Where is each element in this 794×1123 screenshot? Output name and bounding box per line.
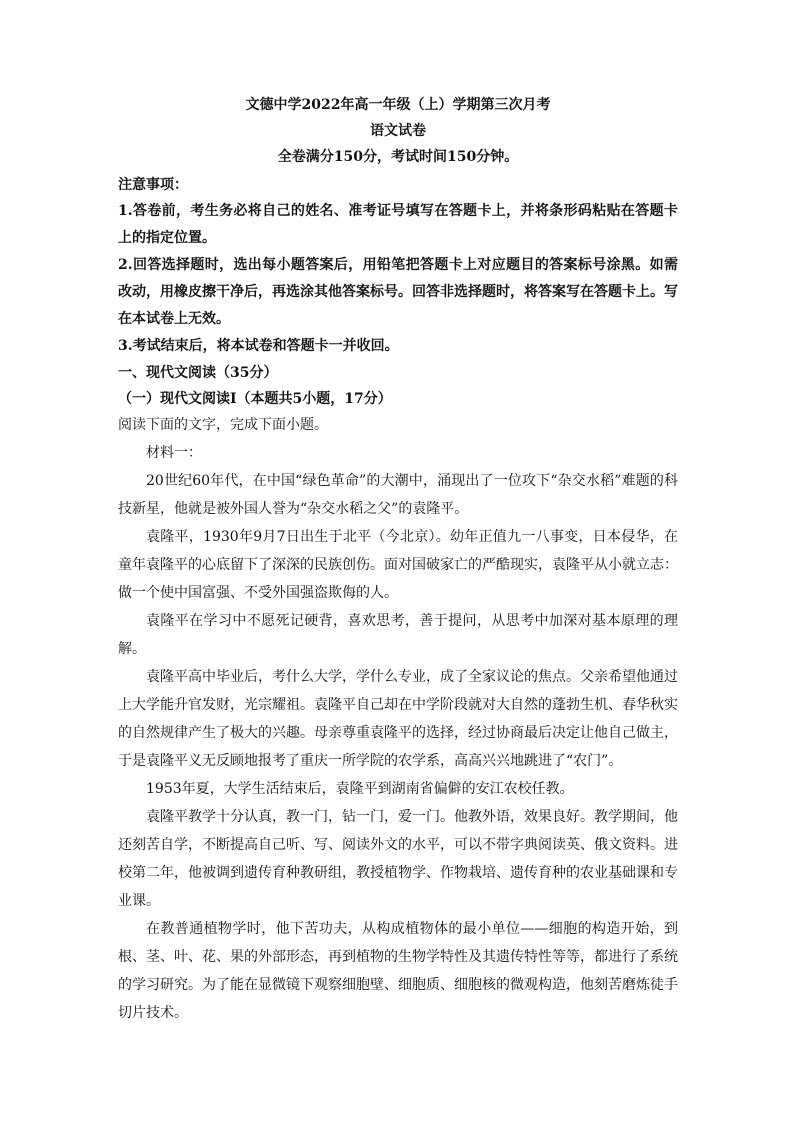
material-label: 材料一： [146,445,202,461]
exam-page [118,94,678,1027]
exam-score-time: 全卷满分150分，考试时间150分钟。 [277,149,519,165]
notice-heading: 注意事项： [118,177,188,193]
section-subheading: （一）现代文阅读Ⅰ（本题共5小题，17分） [118,391,392,407]
paragraph-7: 在教普通植物学时，他下苦功夫，从构成植物体的最小单位——细胞的构造开始，到根、茎、叶、花、果的外部形态，再到植物的生物学特性及其遗传特性等等，都进行了系统的学习研究。为了能在显微镜下观察细胞壁、细胞质、细胞核的微观构造，他刻苦磨炼徒手切片技术。 [118,921,678,1021]
exam-subject: 语文试卷 [370,123,426,139]
paragraph-3: 袁隆平在学习中不愿死记硬背，喜欢思考，善于提问，从思考中加深对基本原理的理解。 [118,613,678,657]
paragraph-6: 袁隆平教学十分认真，教一门，钻一门，爱一门。他教外语，效果良好。教学期间，他还刻苦自学，不断提高自己听、写、阅读外文的水平，可以不带字典阅读英、俄文资料。进校第二年，他被调到遗传育种教研组，教授植物学、作物栽培、遗传育种的农业基础课和专业课。 [118,809,678,909]
paragraph-5: 1953年夏，大学生活结束后，袁隆平到湖南省偏僻的安江农校任教。 [146,781,574,797]
paragraph-2: 袁隆平，1930年9月7日出生于北平（今北京）。幼年正值九一八事变，日本侵华，在童年袁隆平的心底留下了深深的民族创伤。面对国破家亡的严酷现实，袁隆平从小就立志：做一个使中国富强、不受外国强盗欺侮的人。 [118,529,678,601]
notice-item-3: 3.考试结束后，将本试卷和答题卡一并收回。 [118,338,399,354]
paragraph-1: 20世纪60年代，在中国“绿色革命”的大潮中，涌现出了一位攻下“杂交水稻”难题的科技新星，他就是被外国人誉为“杂交水稻之父”的袁隆平。 [118,473,678,517]
exam-title: 文德中学2022年高一年级（上）学期第三次月考 [245,97,551,113]
notice-item-2: 2.回答选择题时，选出每小题答案后，用铅笔把答题卡上对应题目的答案标号涂黑。如需改动，用橡皮擦干净后，再选涂其他答案标号。回答非选择题时，将答案写在答题卡上。写在本试卷上无效。 [118,257,678,327]
section-heading: 一、现代文阅读（35分） [118,365,278,381]
paragraph-4: 袁隆平高中毕业后，考什么大学，学什么专业，成了全家议论的焦点。父亲希望他通过上大学能升官发财，光宗耀祖。袁隆平自己却在中学阶段就对大自然的蓬勃生机、春华秋实的自然规律产生了极大的兴趣。母亲尊重袁隆平的选择，经过协商最后决定让他自己做主，于是袁隆平义无反顾地报考了重庆一所学院的农学系，高高兴兴地跳进了“农门”。 [118,669,678,769]
notice-item-1: 1.答卷前，考生务必将自己的姓名、准考证号填写在答题卡上，并将条形码粘贴在答题卡上的指定位置。 [118,203,678,246]
reading-instruction: 阅读下面的文字，完成下面小题。 [118,417,328,433]
